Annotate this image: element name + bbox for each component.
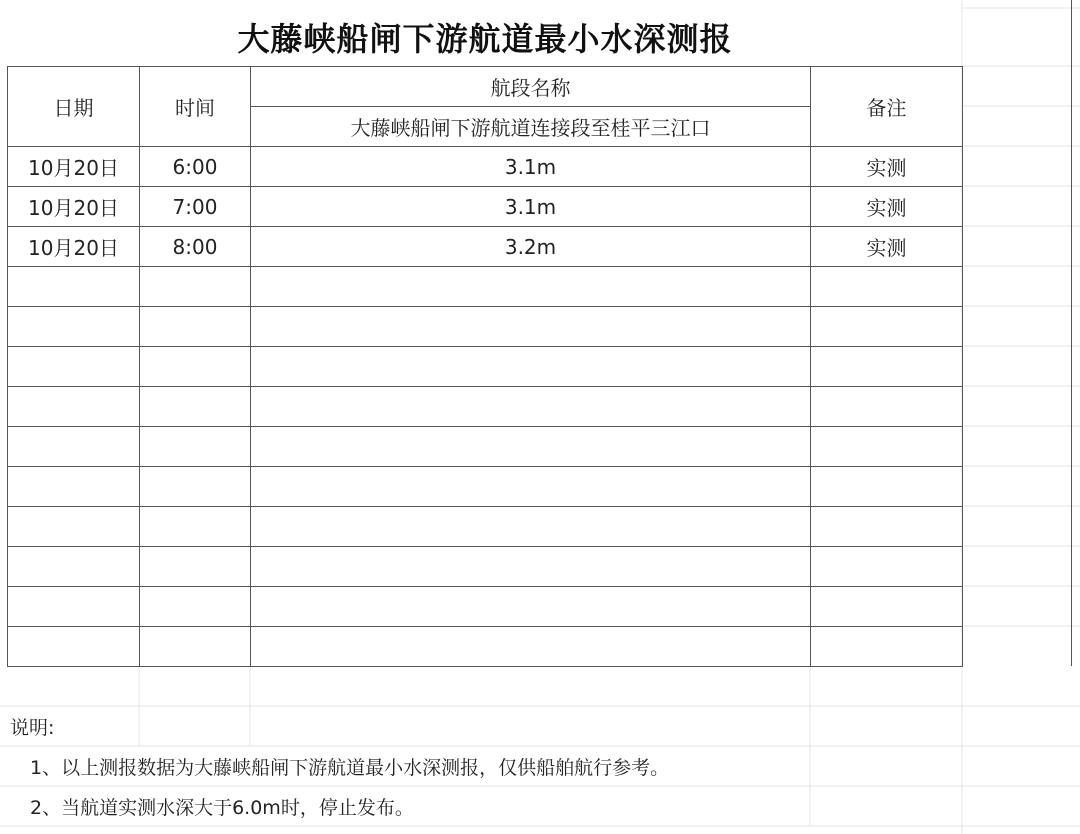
cell-depth[interactable] [251, 427, 811, 467]
header-remark: 备注 [811, 67, 963, 147]
report-title: 大藤峡船闸下游航道最小水深测报 [237, 20, 733, 58]
cell-date[interactable] [8, 427, 140, 467]
cell-depth[interactable] [251, 467, 811, 507]
cell-date[interactable]: 10月20日 [8, 147, 140, 187]
header-section-name: 大藤峡船闸下游航道连接段至桂平三江口 [251, 107, 811, 147]
table-row [8, 227, 963, 267]
cell-time[interactable]: 7:00 [140, 187, 251, 227]
table-row [8, 467, 963, 507]
cell-date[interactable] [8, 627, 140, 667]
header-row [8, 67, 963, 107]
cell-date[interactable] [8, 507, 140, 547]
cell-remark[interactable] [811, 387, 963, 427]
cell-depth[interactable] [251, 587, 811, 627]
cell-date[interactable] [8, 307, 140, 347]
cell-depth[interactable] [251, 507, 811, 547]
cell-time[interactable] [140, 547, 251, 587]
cell-remark[interactable] [811, 627, 963, 667]
cell-depth[interactable] [251, 627, 811, 667]
cell-date[interactable] [8, 267, 140, 307]
cell-depth[interactable]: 3.1m [251, 147, 811, 187]
cell-time[interactable] [140, 427, 251, 467]
header-date: 日期 [8, 67, 140, 147]
table-row [8, 307, 963, 347]
cell-depth[interactable] [251, 347, 811, 387]
cell-remark[interactable]: 实测 [811, 227, 963, 267]
cell-depth[interactable] [251, 547, 811, 587]
cell-depth[interactable]: 3.2m [251, 227, 811, 267]
cell-date[interactable] [8, 387, 140, 427]
cell-date[interactable]: 10月20日 [8, 227, 140, 267]
cell-depth[interactable] [251, 387, 811, 427]
notes-heading: 说明: [10, 717, 55, 739]
cell-remark[interactable] [811, 267, 963, 307]
cell-depth[interactable]: 3.1m [251, 187, 811, 227]
header-section-group: 航段名称 [251, 67, 811, 107]
table-row [8, 547, 963, 587]
cell-remark[interactable] [811, 507, 963, 547]
cell-date[interactable] [8, 587, 140, 627]
cell-date[interactable] [8, 467, 140, 507]
table-row [8, 187, 963, 227]
cell-time[interactable] [140, 507, 251, 547]
cell-time[interactable] [140, 627, 251, 667]
cell-remark[interactable]: 实测 [811, 147, 963, 187]
sheet-right-border [1071, 0, 1072, 666]
cell-date[interactable] [8, 347, 140, 387]
cell-depth[interactable] [251, 307, 811, 347]
cell-remark[interactable] [811, 347, 963, 387]
cell-remark[interactable] [811, 587, 963, 627]
table-row [8, 427, 963, 467]
cell-time[interactable] [140, 307, 251, 347]
water-depth-table [7, 66, 963, 667]
cell-time[interactable]: 6:00 [140, 147, 251, 187]
cell-remark[interactable] [811, 547, 963, 587]
cell-remark[interactable] [811, 467, 963, 507]
table-row [8, 587, 963, 627]
cell-time[interactable] [140, 347, 251, 387]
cell-depth[interactable] [251, 267, 811, 307]
note-line-1: 1、以上测报数据为大藤峡船闸下游航道最小水深测报，仅供船舶航行参考。 [30, 757, 670, 779]
cell-date[interactable]: 10月20日 [8, 187, 140, 227]
cell-remark[interactable] [811, 427, 963, 467]
cell-time[interactable] [140, 387, 251, 427]
table-row [8, 347, 963, 387]
cell-time[interactable] [140, 587, 251, 627]
table-row [8, 507, 963, 547]
table-row [8, 147, 963, 187]
cell-time[interactable] [140, 267, 251, 307]
cell-date[interactable] [8, 547, 140, 587]
cell-time[interactable] [140, 467, 251, 507]
header-time: 时间 [140, 67, 251, 147]
cell-remark[interactable] [811, 307, 963, 347]
table-row [8, 387, 963, 427]
cell-time[interactable]: 8:00 [140, 227, 251, 267]
table-row [8, 267, 963, 307]
cell-remark[interactable]: 实测 [811, 187, 963, 227]
table-row [8, 627, 963, 667]
note-line-2: 2、当航道实测水深大于6.0m时，停止发布。 [30, 797, 414, 819]
